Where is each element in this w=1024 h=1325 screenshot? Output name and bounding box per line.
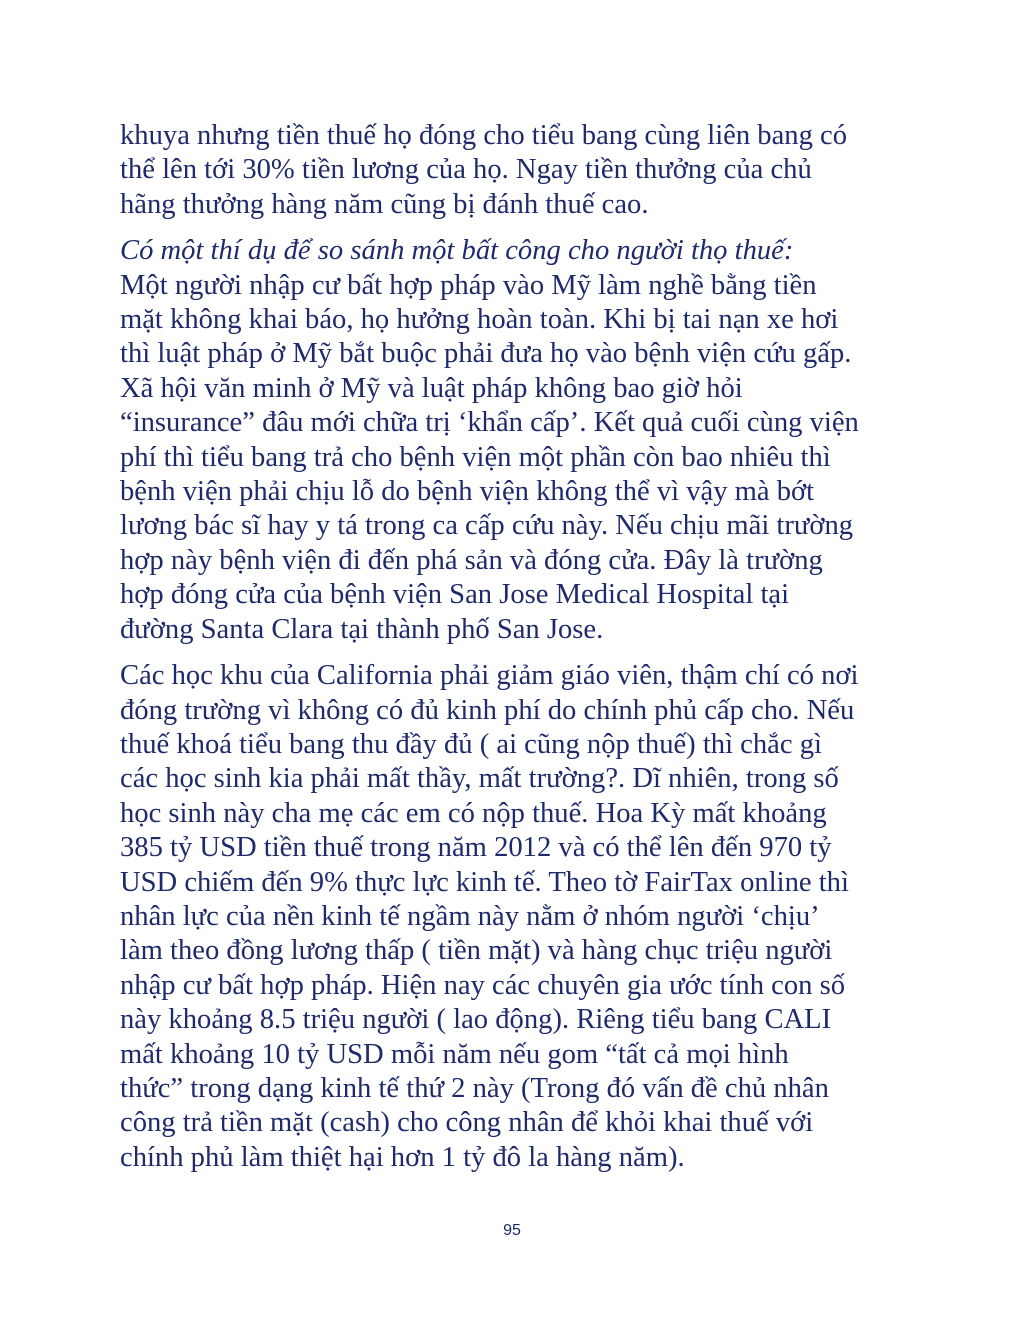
text-line: nhân lực của nền kinh tế ngầm này nằm ở nhóm người ‘chịu’	[120, 900, 820, 932]
text-line: 385 tỷ USD tiền thuế trong năm 2012 và có thể lên đến 970 tỷ	[120, 832, 832, 864]
paragraph-3	[120, 659, 910, 1175]
paragraph-2	[120, 234, 910, 647]
page-number: 95	[503, 1222, 521, 1239]
text-line: thì luật pháp ở Mỹ bắt buộc phải đưa họ vào bệnh viện cứu gấp.	[120, 338, 852, 370]
text-line: đóng trường vì không có đủ kinh phí do chính phủ cấp cho. Nếu	[120, 694, 855, 726]
text-line: nhập cư bất hợp pháp. Hiện nay các chuyên gia ước tính con số	[120, 969, 846, 1001]
text-line: Một người nhập cư bất hợp pháp vào Mỹ làm nghề bằng tiền	[120, 269, 817, 301]
text-line: học sinh này cha mẹ các em có nộp thuế. Hoa Kỳ mất khoảng	[120, 797, 827, 829]
text-line: lương bác sĩ hay y tá trong ca cấp cứu này. Nếu chịu mãi trường	[120, 510, 854, 542]
italic-intro-line: Có một thí dụ để so sánh một bất công cho người thọ thuế:	[120, 235, 794, 267]
text-line: mất khoảng 10 tỷ USD mỗi năm nếu gom “tất cả mọi hình	[120, 1038, 789, 1070]
text-line: chính phủ làm thiệt hại hơn 1 tỷ đô la hàng năm).	[120, 1141, 685, 1173]
text-line: phí thì tiểu bang trả cho bệnh viện một phần còn bao nhiêu thì	[120, 441, 831, 473]
text-line: mặt không khai báo, họ hưởng hoàn toàn. Khi bị tai nạn xe hơi	[120, 304, 839, 336]
text-line: này khoảng 8.5 triệu người ( lao động). Riêng tiểu bang CALI	[120, 1004, 832, 1036]
text-line: khuya nhưng tiền thuế họ đóng cho tiểu bang cùng liên bang có	[120, 120, 848, 151]
text-line: làm theo đồng lương thấp ( tiền mặt) và hàng chục triệu người	[120, 935, 833, 967]
text-line: hợp đóng cửa của bệnh viện San Jose Medical Hospital tại	[120, 579, 790, 611]
text-line: các học sinh kia phải mất thầy, mất trường?. Dĩ nhiên, trong số	[120, 763, 839, 795]
body-text	[120, 119, 910, 1175]
text-line: Các học khu của California phải giảm giáo viên, thậm chí có nơi	[120, 660, 859, 692]
paragraph-1	[120, 119, 910, 222]
text-line: bệnh viện phải chịu lỗ do bệnh viện không thể vì vậy mà bớt	[120, 476, 815, 508]
text-line: hợp này bệnh viện đi đến phá sản và đóng cửa. Đây là trường	[120, 544, 823, 576]
text-line: thuế khoá tiểu bang thu đầy đủ ( ai cũng nộp thuế) thì chắc gì	[120, 728, 822, 760]
text-line: thức” trong dạng kinh tế thứ 2 này (Trong đó vấn đề chủ nhân	[120, 1072, 829, 1104]
text-line: đường Santa Clara tại thành phố San Jose.	[120, 613, 604, 645]
text-line: “insurance” đâu mới chữa trị ‘khẩn cấp’. Kết quả cuối cùng viện	[120, 407, 859, 439]
text-line: thể lên tới 30% tiền lương của họ. Ngay tiền thưởng của chủ	[120, 154, 812, 186]
text-line: hãng thưởng hàng năm cũng bị đánh thuế cao.	[120, 188, 649, 220]
text-line: công trả tiền mặt (cash) cho công nhân để khỏi khai thuế với	[120, 1107, 814, 1139]
text-line: USD chiếm đến 9% thực lực kinh tế. Theo tờ FairTax online thì	[120, 866, 849, 898]
text-line: Xã hội văn minh ở Mỹ và luật pháp không bao giờ hỏi	[120, 372, 743, 404]
